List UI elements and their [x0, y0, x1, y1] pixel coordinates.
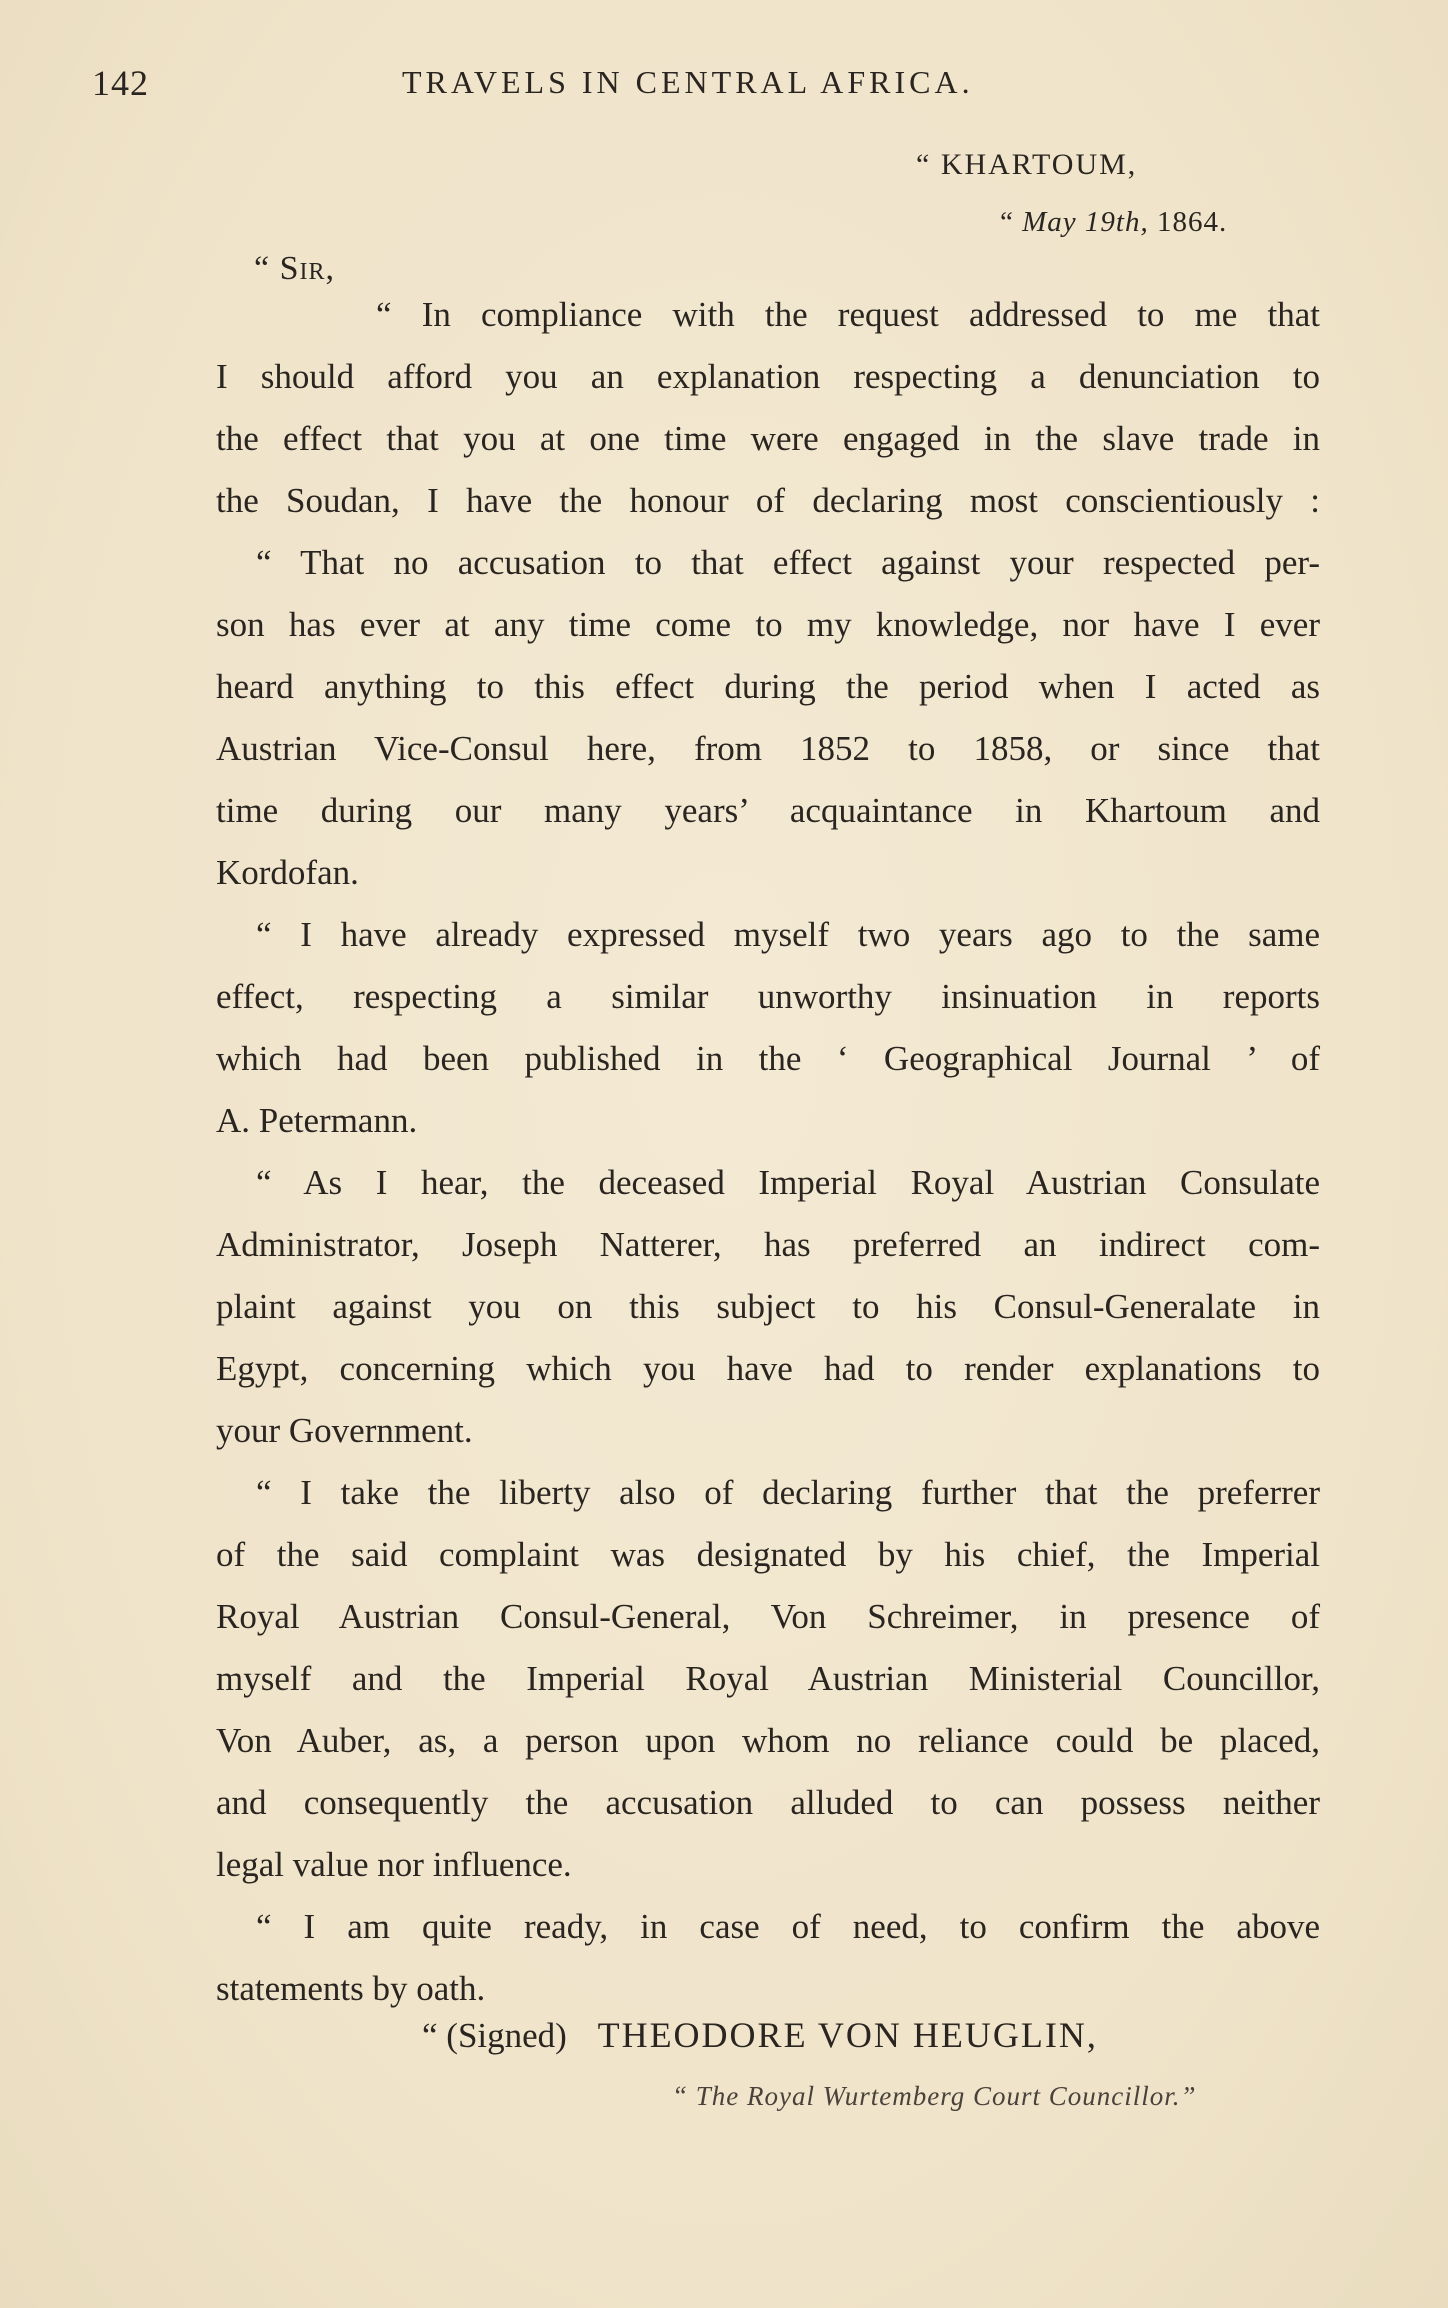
body-line: and consequently the accusation alluded to can possess neither [216, 1783, 1320, 1822]
body-line: legal value nor influence. [216, 1845, 572, 1884]
body-line: “ In compliance with the request addressed to me that [376, 295, 1320, 334]
date-quote: “ [1000, 206, 1014, 238]
body-line: Egypt, concerning which you have had to render explanations to [216, 1349, 1320, 1388]
body-line: which had been published in the ‘ Geographical Journal ’ of [216, 1039, 1320, 1078]
body-line: Von Auber, as, a person upon whom no reliance could be placed, [216, 1721, 1320, 1760]
signed-prefix: “ (Signed) [422, 2016, 567, 2055]
date-year: 1864. [1156, 206, 1228, 238]
signature-line [422, 2014, 1098, 2056]
signer-title: “ The Royal Wurtemberg Court Councillor.” [672, 2081, 1197, 2111]
body-line: son has ever at any time come to my knowledge, nor have I ever [216, 605, 1320, 644]
letter-place: “ KHARTOUM, [916, 148, 1138, 181]
page-number: 142 [92, 63, 149, 103]
body-line: “ I am quite ready, in case of need, to confirm the above [256, 1907, 1320, 1946]
page-header [92, 62, 1322, 112]
body-line: myself and the Imperial Royal Austrian Ministerial Councillor, [216, 1659, 1320, 1698]
letter-salutation: “ Sir, [254, 250, 335, 287]
body-line: Royal Austrian Consul-General, Von Schreimer, in presence of [216, 1597, 1320, 1636]
body-line: Austrian Vice-Consul here, from 1852 to 1858, or since that [216, 729, 1320, 768]
body-line: of the said complaint was designated by his chief, the Imperial [216, 1535, 1320, 1574]
body-line: Administrator, Joseph Natterer, has preferred an indirect com- [216, 1225, 1320, 1264]
body-line: “ I have already expressed myself two years ago to the same [256, 915, 1320, 954]
body-line: effect, respecting a similar unworthy insinuation in reports [216, 977, 1320, 1016]
body-line: A. Petermann. [216, 1101, 418, 1140]
body-line: “ I take the liberty also of declaring further that the preferrer [256, 1473, 1320, 1512]
body-line: “ That no accusation to that effect against your respected per- [256, 543, 1320, 582]
body-line: heard anything to this effect during the period when I acted as [216, 667, 1320, 706]
body-line: plaint against you on this subject to his Consul-Generalate in [216, 1287, 1320, 1326]
date-day: 19th, [1084, 206, 1149, 238]
body-line: statements by oath. [216, 1969, 486, 2008]
body-line: your Government. [216, 1411, 473, 1450]
letter-date [1000, 206, 1227, 239]
body-line: time during our many years’ acquaintance in Khartoum and [216, 791, 1320, 830]
body-line: I should afford you an explanation respecting a denunciation to [216, 357, 1320, 396]
body-line: “ As I hear, the deceased Imperial Royal Austrian Consulate [256, 1163, 1320, 1202]
signer-name: THEODORE VON HEUGLIN, [597, 2015, 1098, 2055]
date-month: May [1022, 206, 1077, 238]
body-line: Kordofan. [216, 853, 359, 892]
body-line: the effect that you at one time were engaged in the slave trade in [216, 419, 1320, 458]
body-line: the Soudan, I have the honour of declaring most conscientiously : [216, 481, 1320, 520]
running-title: TRAVELS IN CENTRAL AFRICA. [402, 64, 974, 100]
